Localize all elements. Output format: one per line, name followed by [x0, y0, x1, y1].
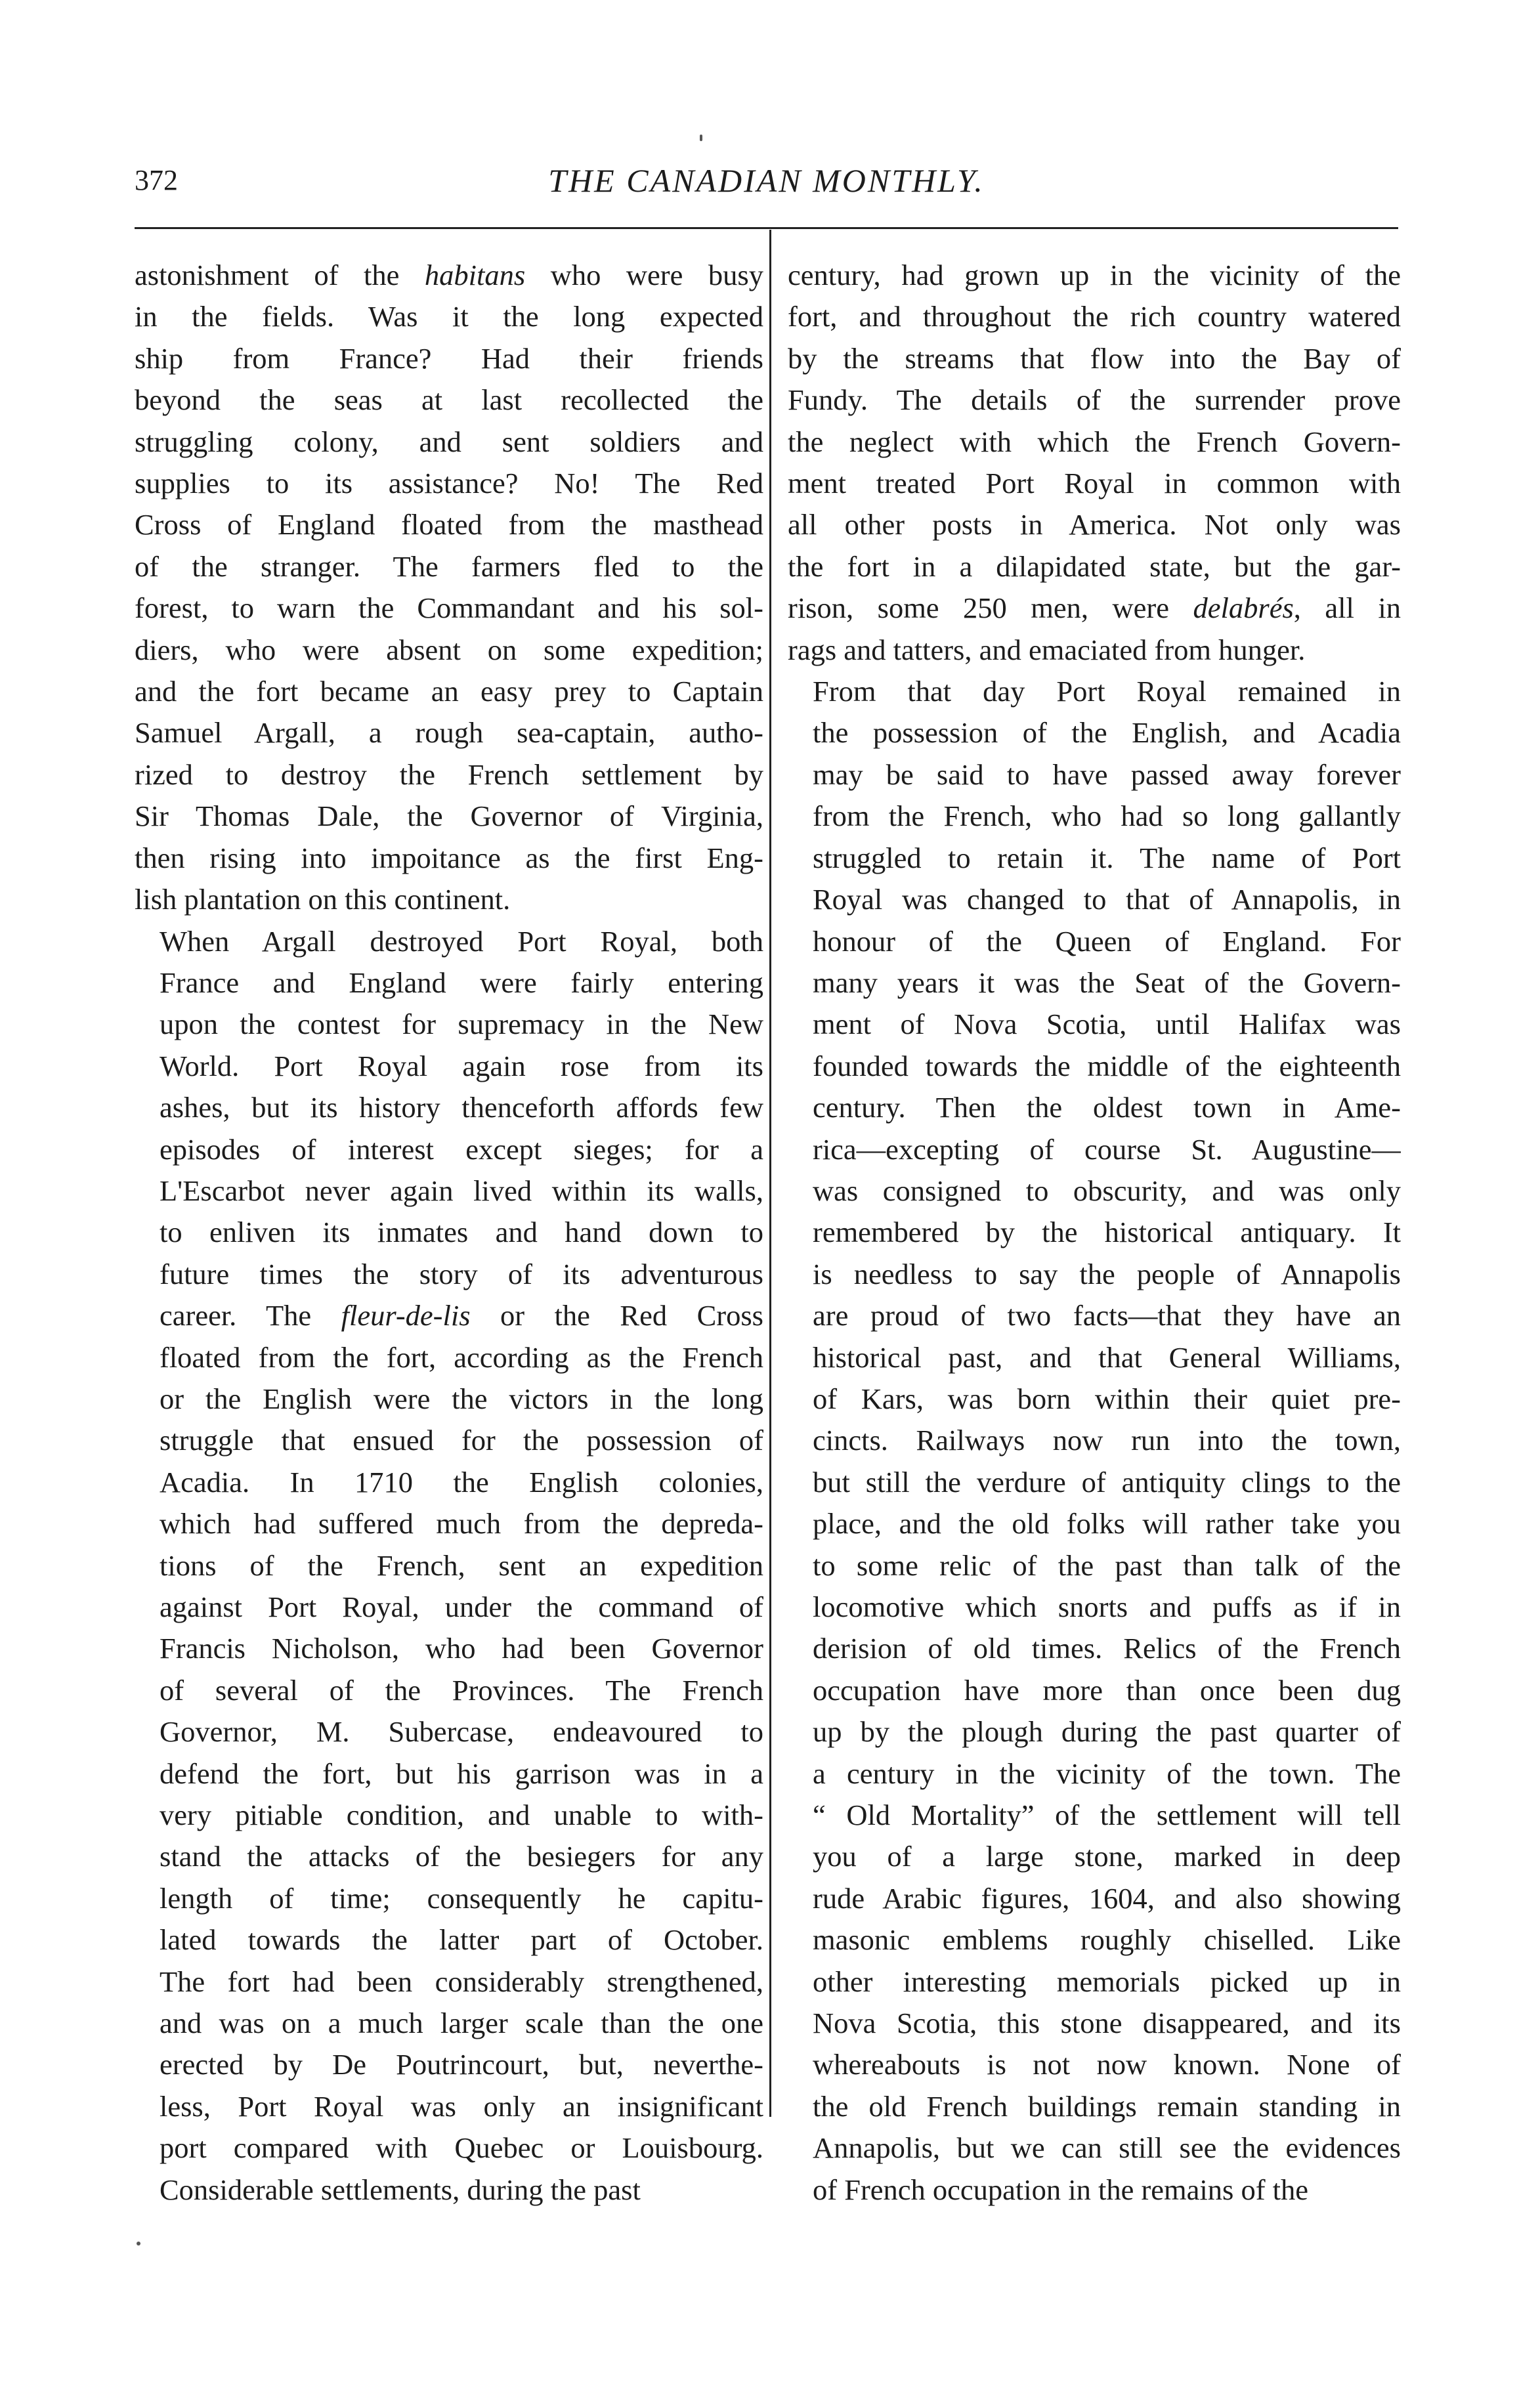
text-line: of the stranger. The farmers fled to the [135, 549, 763, 583]
text-line: ment treated Port Royal in common with [788, 467, 1401, 500]
text-line: L'Escarbot never again lived within its walls, [160, 1174, 763, 1207]
paragraph [788, 255, 1401, 671]
text-line: masonic emblems roughly chiselled. Like [813, 1923, 1401, 1957]
text-line: honour of the Queen of England. For [813, 924, 1401, 958]
text-line: Annapolis, but we can still see the evidences [813, 2131, 1401, 2165]
text-line: less, Port Royal was only an insignificant [160, 2089, 763, 2123]
text-line: up by the plough during the past quarter of [813, 1715, 1401, 1749]
text-line: derision of old times. Relics of the French [813, 1632, 1401, 1665]
text-line: ship from France? Had their friends [135, 341, 763, 375]
page-number: 372 [135, 164, 178, 196]
text-line: founded towards the middle of the eighteenth [813, 1049, 1401, 1082]
italic-term: delabrés [1193, 591, 1294, 625]
stray-ink-mark [700, 135, 702, 141]
text-line: the old French buildings remain standing in [813, 2089, 1401, 2123]
text-line: When Argall destroyed Port Royal, both [160, 924, 763, 958]
italic-term: habitans [424, 259, 526, 291]
text-line: in the fields. Was it the long expected [135, 300, 763, 333]
text-line: occupation have more than once been dug [813, 1673, 1401, 1707]
text-line: France and England were fairly entering [160, 966, 763, 999]
text-line: rized to destroy the French settlement by [135, 757, 763, 791]
text-line: From that day Port Royal remained in [813, 675, 1401, 708]
text-line: of French occupation in the remains of the [813, 2173, 1309, 2206]
text-line: port compared with Quebec or Louisbourg. [160, 2131, 763, 2165]
text-line: ment of Nova Scotia, until Halifax was [813, 1008, 1401, 1041]
text-line: to enliven its inmates and hand down to [160, 1216, 763, 1249]
paragraph [135, 255, 763, 921]
text-line: defend the fort, but his garrison was in a [160, 1756, 763, 1790]
right-column [788, 255, 1401, 2211]
text-line: rison, some 250 men, were delabrés, all in [788, 591, 1401, 625]
text-line: future times the story of its adventurous [160, 1257, 763, 1290]
text-line: career. The fleur-de-lis or the Red Cross [160, 1299, 763, 1332]
text-line: Cross of England floated from the masthead [135, 508, 763, 542]
text-line: Francis Nicholson, who had been Governor [160, 1632, 763, 1665]
text-line: rags and tatters, and emaciated from hunger. [788, 633, 1306, 666]
text-line: stand the attacks of the besiegers for any [160, 1840, 763, 1873]
text-line: many years it was the Seat of the Govern- [813, 966, 1401, 999]
text-line: Considerable settlements, during the past [160, 2173, 641, 2206]
text-line: may be said to have passed away forever [813, 757, 1401, 791]
text-line: the neglect with which the French Govern- [788, 425, 1401, 458]
text-line: World. Port Royal again rose from its [160, 1049, 763, 1082]
text-line: struggle that ensued for the possession of [160, 1424, 763, 1457]
text-line: very pitiable condition, and unable to with- [160, 1798, 763, 1832]
text-line: but still the verdure of antiquity clings to the [813, 1465, 1401, 1499]
text-line: by the streams that flow into the Bay of [788, 341, 1401, 375]
text-line: rica—excepting of course St. Augustine— [813, 1132, 1401, 1166]
italic-term: fleur-de-lis [341, 1299, 471, 1332]
text-line: Sir Thomas Dale, the Governor of Virginia, [135, 799, 763, 833]
text-line: was consigned to obscurity, and was only [813, 1174, 1401, 1207]
text-line: century. Then the oldest town in Ame- [813, 1091, 1401, 1124]
running-title: THE CANADIAN MONTHLY. [548, 162, 985, 199]
text-line: Acadia. In 1710 the English colonies, [160, 1465, 763, 1499]
text-line: century, had grown up in the vicinity of the [788, 259, 1401, 291]
text-line: other interesting memorials picked up in [813, 1965, 1401, 1998]
text-line: struggled to retain it. The name of Port [813, 841, 1401, 874]
text-line: upon the contest for supremacy in the New [160, 1008, 763, 1041]
text-line: floated from the fort, according as the French [160, 1340, 763, 1374]
text-line: Fundy. The details of the surrender prove [788, 383, 1401, 417]
text-line: or the English were the victors in the long [160, 1382, 763, 1415]
text-line: tions of the French, sent an expedition [160, 1548, 763, 1582]
text-line: historical past, and that General Williams, [813, 1340, 1401, 1374]
paragraph [135, 921, 763, 2211]
text-line: from the French, who had so long gallantly [813, 799, 1401, 833]
header-rule [135, 227, 1398, 229]
text-line: the fort in a dilapidated state, but the gar- [788, 549, 1401, 583]
text-line: are proud of two facts—that they have an [813, 1299, 1401, 1332]
text-line: and the fort became an easy prey to Captain [135, 675, 763, 708]
text-line: erected by De Poutrincourt, but, neverthe- [160, 2048, 763, 2081]
text-line: The fort had been considerably strengthened, [160, 1965, 763, 1998]
text-line: episodes of interest except sieges; for a [160, 1132, 763, 1166]
text-line: ashes, but its history thenceforth affords few [160, 1091, 763, 1124]
text-line: to some relic of the past than talk of the [813, 1548, 1401, 1582]
text-line: of several of the Provinces. The French [160, 1673, 763, 1707]
text-line: locomotive which snorts and puffs as if in [813, 1590, 1401, 1623]
text-line: “ Old Mortality” of the settlement will tell [813, 1798, 1401, 1832]
text-line: fort, and throughout the rich country watered [788, 300, 1401, 333]
text-line: against Port Royal, under the command of [160, 1590, 763, 1623]
text-line: lish plantation on this continent. [135, 883, 511, 916]
text-line: cincts. Railways now run into the town, [813, 1424, 1401, 1457]
text-line: rude Arabic figures, 1604, and also showing [813, 1881, 1401, 1915]
text-line: then rising into impoitance as the first Eng- [135, 841, 763, 874]
text-line: remembered by the historical antiquary. It [813, 1216, 1401, 1249]
text-line: the possession of the English, and Acadia [813, 716, 1401, 750]
text-line: is needless to say the people of Annapolis [813, 1257, 1401, 1290]
text-line: struggling colony, and sent soldiers and [135, 425, 763, 458]
text-line: you of a large stone, marked in deep [813, 1840, 1401, 1873]
page-header [135, 158, 1398, 203]
text-line: beyond the seas at last recollected the [135, 383, 763, 417]
text-line: forest, to warn the Commandant and his sol- [135, 591, 763, 625]
text-line: and was on a much larger scale than the one [160, 2007, 763, 2040]
text-line: diers, who were absent on some expedition; [135, 633, 763, 666]
text-line: Governor, M. Subercase, endeavoured to [160, 1715, 763, 1749]
text-line: astonishment of the habitans who were busy [135, 259, 763, 291]
text-line: Samuel Argall, a rough sea-captain, autho- [135, 716, 763, 750]
text-line: all other posts in America. Not only was [788, 508, 1401, 542]
text-line: Nova Scotia, this stone disappeared, and its [813, 2007, 1401, 2040]
text-line: supplies to its assistance? No! The Red [135, 467, 763, 500]
left-column [135, 255, 763, 2211]
text-line: which had suffered much from the depreda- [160, 1507, 763, 1541]
paragraph [788, 671, 1401, 2211]
text-line: Royal was changed to that of Annapolis, in [813, 883, 1401, 916]
text-line: place, and the old folks will rather take you [813, 1507, 1401, 1541]
text-line: length of time; consequently he capitu- [160, 1881, 763, 1915]
text-line: of Kars, was born within their quiet pre- [813, 1382, 1401, 1415]
column-divider [769, 230, 771, 2117]
text-line: whereabouts is not now known. None of [813, 2048, 1401, 2081]
text-line: a century in the vicinity of the town. The [813, 1756, 1401, 1790]
stray-ink-mark [137, 2242, 140, 2245]
text-line: lated towards the latter part of October. [160, 1923, 763, 1957]
